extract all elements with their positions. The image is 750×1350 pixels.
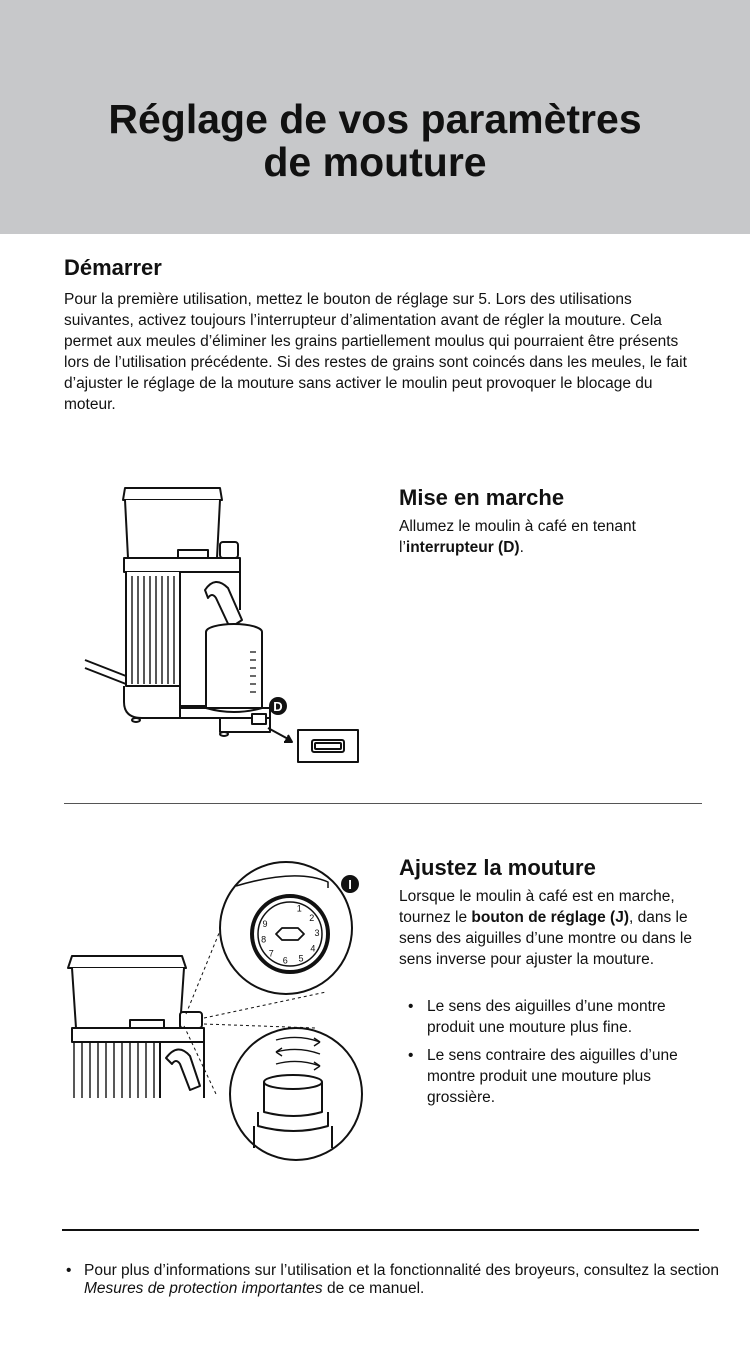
power-text-after: . <box>519 539 524 556</box>
grind-dial-illustration <box>66 858 376 1168</box>
dial-number: 6 <box>282 955 288 966</box>
page-title <box>0 98 750 184</box>
note-text-after: de ce manuel. <box>322 1280 425 1297</box>
adjust-text-bold: bouton de réglage (J) <box>471 909 629 926</box>
dial-number: 8 <box>261 934 267 945</box>
dial-number: 4 <box>310 943 316 954</box>
adjust-bullets <box>399 996 709 1115</box>
dial-number: 5 <box>298 953 304 964</box>
adjust-text-before: Lorsque le moulin à café est en marche, tournez le <box>399 888 675 926</box>
start-heading: Démarrer <box>64 255 162 280</box>
note-text-italic: Mesures de protection importantes <box>84 1280 323 1297</box>
footer-note <box>64 1262 724 1298</box>
dial-number: 3 <box>314 928 320 939</box>
section-divider <box>64 803 702 804</box>
grinder-power-illustration <box>80 480 370 770</box>
dial-number: 2 <box>309 913 315 924</box>
callout-i: I <box>348 877 352 892</box>
title-line-2: de mouture <box>263 139 487 185</box>
list-item: • Le sens des aiguilles d’une montre produit une mouture plus fine. <box>399 996 709 1038</box>
page-header <box>0 0 750 234</box>
power-heading: Mise en marche <box>399 485 565 510</box>
footer-divider <box>62 1229 699 1231</box>
dial-number: 7 <box>268 948 274 959</box>
callout-d: D <box>273 699 283 714</box>
note-text-before: Pour plus d’informations sur l’utilisation et la fonctionnalité des broyeurs, consultez la section <box>84 1262 719 1279</box>
power-text-before: Allumez le moulin à café en tenant l’ <box>399 518 636 556</box>
adjust-body <box>399 886 709 970</box>
dial-number: 1 <box>296 903 302 914</box>
adjust-text-after: , dans le sens des aiguilles d’une montre ou dans le sens inverse pour ajuster la mouture. <box>399 909 692 968</box>
power-text-bold: interrupteur (D) <box>405 539 520 556</box>
start-body: Pour la première utilisation, mettez le bouton de réglage sur 5. Lors des utilisations suivantes, activez toujours l’interrupteur d’alimentation avant de régler la mouture. Cela permet aux meules d’éliminer les grains partiellement moulus qui pourraient être présents lors de l’utilisation précédente. Si des restes de grains sont coincés dans les meules, le fait d’ajuster le réglage de la mouture sans activer le moulin peut provoquer le blocage du moteur. <box>64 291 687 413</box>
list-item: • Le sens contraire des aiguilles d’une montre produit une mouture plus grossière. <box>399 1045 709 1108</box>
power-body <box>399 516 699 558</box>
adjust-heading: Ajustez la mouture <box>399 855 596 880</box>
title-line-1: Réglage de vos paramètres <box>108 96 642 142</box>
dial-number: 9 <box>262 918 268 929</box>
